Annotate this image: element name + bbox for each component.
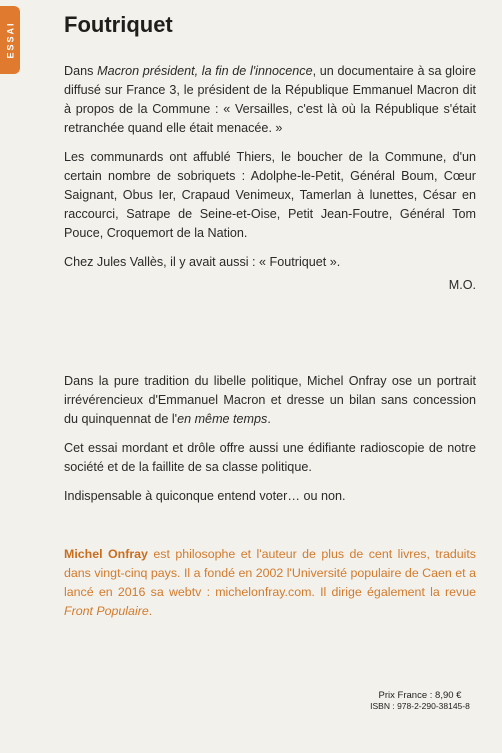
description-paragraph-1 <box>64 372 476 429</box>
isbn-label: ISBN : 978-2-290-38145-8 <box>370 701 470 711</box>
bio-text: . <box>148 604 153 618</box>
author-name: Michel Onfray <box>64 547 148 561</box>
description-section <box>64 372 476 516</box>
quote-section <box>64 62 476 295</box>
review-title: Front Populaire <box>64 604 149 618</box>
category-tab <box>0 6 20 74</box>
category-label: ESSAI <box>5 21 16 59</box>
price-label: Prix France : 8,90 € <box>378 690 462 701</box>
author-bio <box>64 545 476 621</box>
bio-text: est philosophe et l'auteur de plus de cent livres, traduits dans vingt-cinq pays. Il a fondé en 2002 l'Université populaire de Caen et a lancé en 2016 sa webtv : michelonfray.com. Il dirige également la revue <box>64 547 477 599</box>
description-text: . <box>267 412 271 426</box>
description-emphasis: en même temps <box>177 412 268 426</box>
quote-paragraph-3: Chez Jules Vallès, il y avait aussi : « Foutriquet ». <box>64 255 341 269</box>
quote-text: , un documentaire à sa gloire diffusé sur France 3, le président de la République Emmanuel Macron dit à propos de la Commune : « Versailles, c'est là où la République s'était retranchée quand elle était menacée. » <box>64 64 476 135</box>
description-paragraph-3: Indispensable à quiconque entend voter… ou non. <box>64 489 346 503</box>
quote-text: Dans <box>64 64 98 78</box>
book-title: Foutriquet <box>64 12 173 37</box>
quote-paragraph-2: Les communards ont affublé Thiers, le boucher de la Commune, d'un certain nombre de sobriquets : Adolphe-le-Petit, Général Boum, Cœur Saignant, Obus Ier, Crapaud Venimeux, Tamerlan à lunettes, César en raccourci, Satrape de Seine-et-Oise, Petit Jean-Foutre, Général Tom Pouce, Croquemort de la Nation. <box>64 150 476 240</box>
signature: M.O. <box>448 278 476 292</box>
description-paragraph-2: Cet essai mordant et drôle offre aussi une édifiante radioscopie de notre société et de la faillite de sa classe politique. <box>64 441 476 474</box>
documentary-title: Macron président, la fin de l'innocence <box>97 64 313 78</box>
description-text: Dans la pure tradition du libelle politique, Michel Onfray ose un portrait irrévérencieux d'Emmanuel Macron et dresse un bilan sans concession du quinquennat de l' <box>64 374 476 426</box>
quote-paragraph-1 <box>64 62 476 138</box>
price-block <box>360 690 480 711</box>
